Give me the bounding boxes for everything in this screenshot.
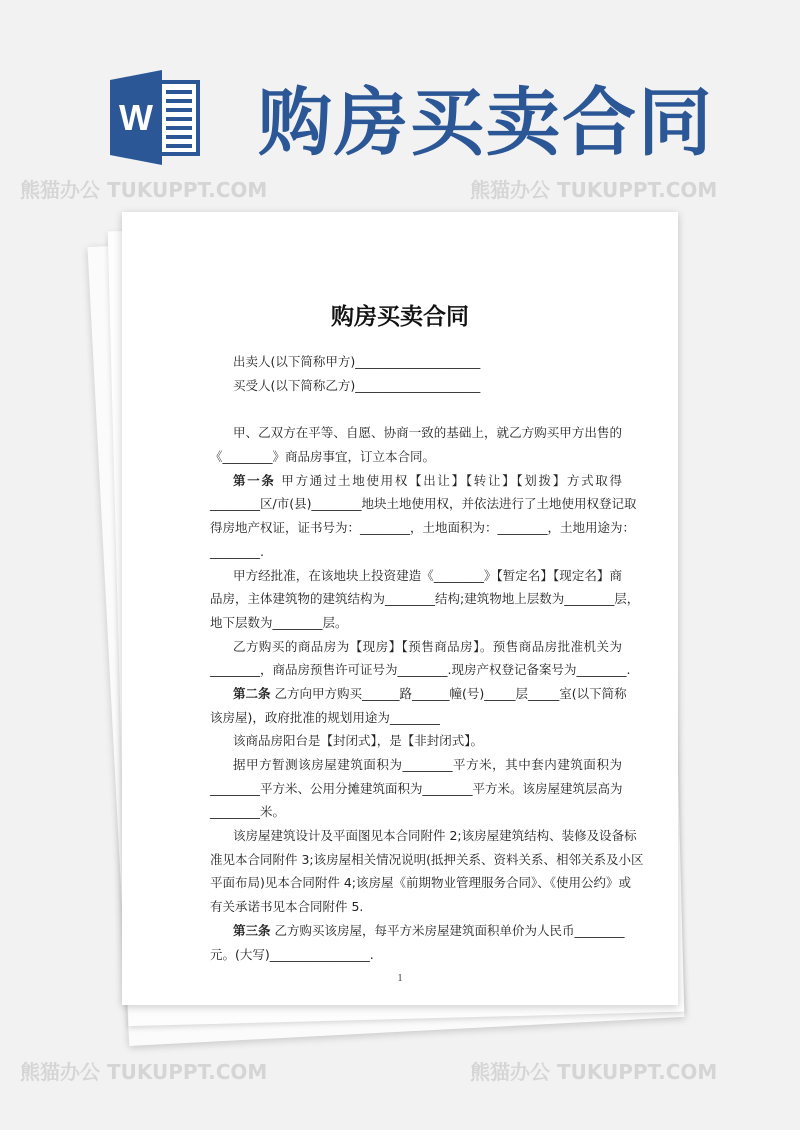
line-text: 准见本合同附件 3;该房屋相关情况说明(抵押关系、资料关系、相邻关系及小区 bbox=[210, 851, 644, 867]
banner-title: 购房买卖合同 bbox=[258, 80, 714, 166]
page-number: 1 bbox=[397, 973, 403, 984]
line-text: 甲方通过土地使用权【出让】【转让】【划拨】方式取得 bbox=[275, 472, 622, 488]
line-text: 该房屋)，政府批准的规划用途为________ bbox=[210, 709, 440, 725]
line-text: ________，商品房预售许可证号为________.现房产权登记备案号为________. bbox=[210, 662, 631, 678]
line-text: 元。(大写)________________. bbox=[210, 946, 374, 962]
line-text: 地下层数为________层。 bbox=[210, 614, 348, 630]
document-line bbox=[210, 611, 622, 635]
document-line bbox=[210, 587, 640, 611]
document-page bbox=[122, 212, 678, 1005]
document-line bbox=[210, 848, 644, 872]
document-line bbox=[210, 635, 622, 659]
document-line bbox=[210, 469, 622, 493]
line-text: 乙方购买该房屋，每平方米房屋建筑面积单价为人民币________ bbox=[270, 922, 625, 938]
watermark: 熊猫办公 TUKUPPT.COM bbox=[470, 178, 718, 202]
document-line bbox=[210, 824, 637, 848]
document-line bbox=[210, 540, 622, 564]
document-line bbox=[210, 753, 622, 777]
clause-number: 第二条 bbox=[233, 685, 271, 701]
line-text: 乙方向甲方购买______路______幢(号)_____层_____室(以下简称 bbox=[270, 685, 627, 701]
document-line bbox=[210, 777, 622, 801]
word-logo-icon bbox=[110, 70, 202, 165]
line-text: ________米。 bbox=[210, 804, 286, 820]
document-line bbox=[210, 421, 622, 445]
line-text: 《________》商品房事宜，订立本合同。 bbox=[210, 449, 436, 465]
clause-number: 第三条 bbox=[233, 922, 271, 938]
document-line bbox=[210, 492, 637, 516]
line-text: ________. bbox=[210, 543, 264, 559]
line-text: 品房，主体建筑物的建筑结构为________结构;建筑物地上层数为________层， bbox=[210, 591, 640, 607]
document-line bbox=[210, 919, 625, 943]
document-line bbox=[210, 706, 622, 730]
document-title: 购房买卖合同 bbox=[331, 304, 469, 330]
document-line bbox=[210, 445, 622, 469]
line-text: 甲、乙双方在平等、自愿、协商一致的基础上，就乙方购买甲方出售的 bbox=[233, 425, 622, 441]
line-text: 平面布局)见本合同附件 4;该房屋《前期物业管理服务合同》、《使用公约》或 bbox=[210, 875, 632, 891]
buyer-line: 买受人(以下简称乙方)____________________ bbox=[233, 377, 481, 393]
seller-line: 出卖人(以下简称甲方)____________________ bbox=[233, 354, 481, 369]
document-line bbox=[210, 516, 636, 540]
line-text: 据甲方暂测该房屋建筑面积为________平方米，其中套内建筑面积为 bbox=[233, 757, 622, 772]
document-body bbox=[210, 350, 644, 966]
document-line bbox=[210, 564, 622, 588]
line-text: ________平方米、公用分摊建筑面积为________平方米。该房屋建筑层高为 bbox=[210, 780, 623, 796]
line-text: 得房地产权证，证书号为：________，土地面积为：________，土地用途为： bbox=[210, 520, 636, 536]
line-text: ________区/市(县)________地块土地使用权，并依法进行了土地使用权登记取 bbox=[210, 496, 637, 512]
document-line bbox=[210, 682, 627, 706]
document-line bbox=[210, 895, 622, 919]
line-text: 该房屋建筑设计及平面图见本合同附件 2;该房屋建筑结构、装修及设备标 bbox=[233, 828, 637, 844]
line-text: 有关承诺书见本合同附件 5. bbox=[210, 899, 364, 915]
clause-number: 第一条 bbox=[233, 472, 276, 488]
line-text: 该商品房阳台是【封闭式】，是【非封闭式】。 bbox=[233, 733, 484, 749]
line-text: 甲方经批准，在该地块上投资建造《________》【暂定名】【现定名】商 bbox=[233, 567, 622, 583]
logo-letter: W bbox=[119, 97, 153, 138]
document-line bbox=[210, 871, 632, 895]
document-line bbox=[210, 943, 622, 967]
document-line bbox=[210, 658, 631, 682]
document-line bbox=[210, 729, 622, 753]
watermark: 熊猫办公 TUKUPPT.COM bbox=[20, 1060, 268, 1084]
watermark: 熊猫办公 TUKUPPT.COM bbox=[20, 178, 268, 202]
watermark: 熊猫办公 TUKUPPT.COM bbox=[470, 1060, 718, 1084]
line-text: 乙方购买的商品房为【现房】【预售商品房】。预售商品房批准机关为 bbox=[233, 638, 622, 654]
document-line bbox=[210, 800, 622, 824]
